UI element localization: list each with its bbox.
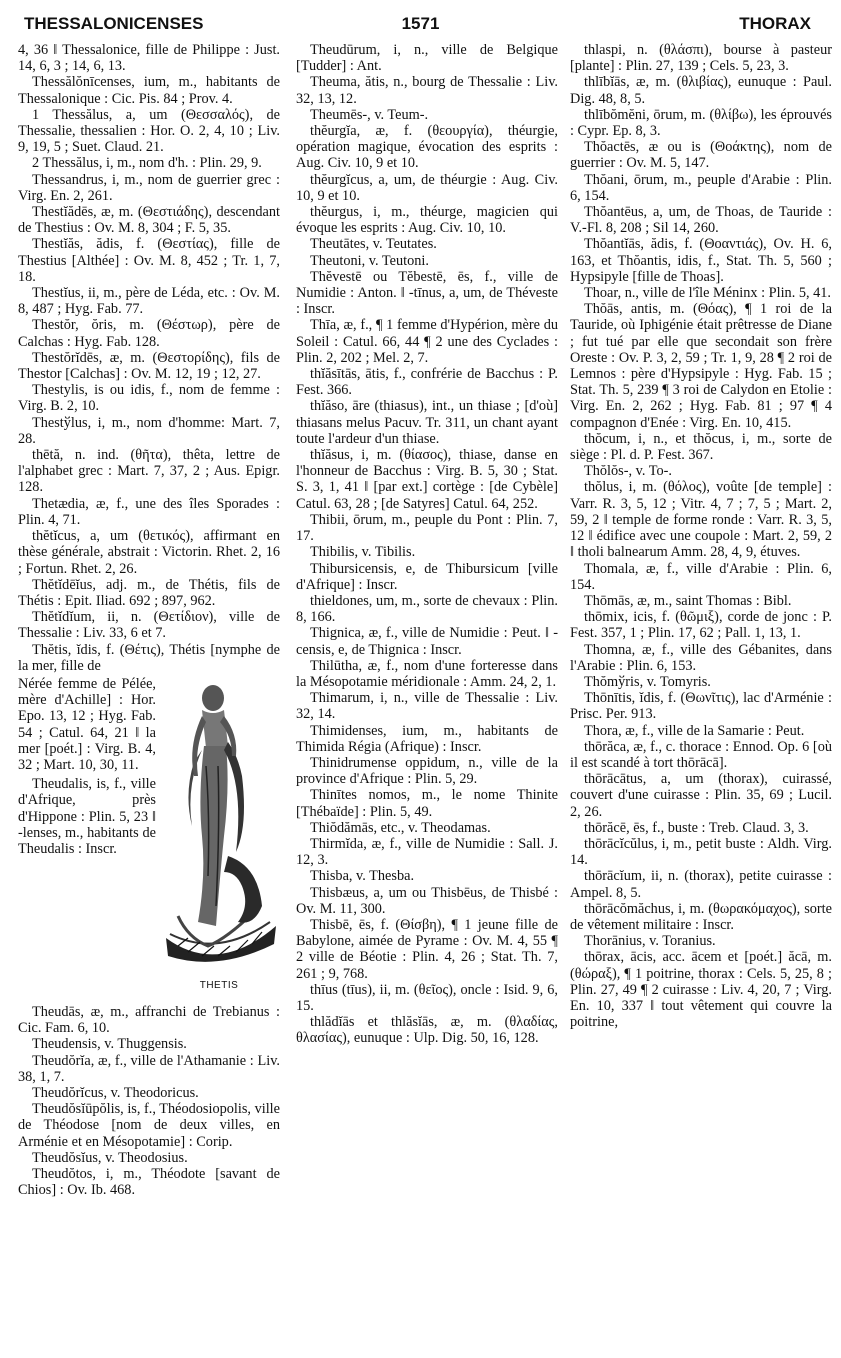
dictionary-entry: Thŏlŏs-, v. To-.: [584, 463, 672, 480]
dictionary-entry: thĭăsus, i, m. (θίασος), thiase, danse en l'honneur de Bacchus : Virg. B. 5, 30 ; Stat. S. 3, 1, 41 ‖ [par ext.] cortège : [de Cybèle] Catul. 63, 28 ; [de Satyres] Catul. 64, 252.: [296, 447, 558, 512]
dictionary-entry: Thĕtĭdēĭus, adj. m., de Thétis, fils de Thétis : Epit. Iliad. 692 ; 897, 962.: [18, 576, 280, 609]
dictionary-entry: Thomna, æ, f., ville des Gébanites, dans l'Arabie : Plin. 6, 153.: [570, 641, 832, 674]
dictionary-entry: Thestĭădēs, æ, m. (Θεστιάδης), descendant de Thestius : Ov. M. 8, 304 ; F. 5, 35.: [18, 204, 280, 237]
header-first-headword: THESSALONICENSES: [24, 14, 204, 33]
dictionary-entry: thōrācātus, a, um (thorax), cuirassé, couvert d'une cuirasse : Plin. 35, 69 ; Lucil. 2, 26.: [570, 771, 832, 820]
dictionary-entry: Thŏmўris, v. Tomyris.: [584, 673, 711, 690]
dictionary-entry: Thestŏrĭdēs, æ, m. (Θεστορίδης), fils de Thestor [Calchas] : Ov. M. 12, 19 ; 12, 27.: [18, 349, 280, 383]
dictionary-entry: Thŏantĭās, ădis, f. (Θοαντιάς), Ov. H. 6, 163, et Thŏantis, idis, f., Stat. Th. 5, 560 ; Hypsipyle [fille de Thoas].: [570, 236, 832, 285]
running-header: [18, 14, 823, 40]
dictionary-entry: Theudās, æ, m., affranchi de Trebianus : Cic. Fam. 6, 10.: [18, 1003, 280, 1037]
column-2: [296, 42, 558, 1348]
dictionary-entry: thōrăca, æ, f., c. thorace : Ennod. Op. 6 [où il est scandé à tort thōrācā].: [570, 738, 832, 771]
dictionary-entry: Thetædia, æ, f., une des îles Sporades : Plin. 4, 71.: [18, 495, 280, 528]
dictionary-entry: Thimidenses, ium, m., habitants de Thimida Régia (Afrique) : Inscr.: [296, 722, 558, 755]
dictionary-entry: thlaspi, n. (θλάσπι), bourse à pasteur [plante] : Plin. 27, 139 ; Cels. 5, 23, 3.: [570, 42, 832, 75]
dictionary-entry: Thinidrumense oppidum, n., ville de la province d'Afrique : Plin. 5, 29.: [296, 754, 558, 788]
dictionary-entry: Thorānius, v. Toranius.: [584, 933, 716, 950]
dictionary-entry: Thĕvestē ou Tĕbestē, ēs, f., ville de Numidie : Anton. ‖ -tīnus, a, um, de Théveste : Inscr.: [296, 268, 558, 318]
dictionary-entry: Thisbē, ēs, f. (Θίσβη), ¶ 1 jeune fille de Babylone, aimée de Pyrame : Ov. M. 4, 55 ¶ 2 ville de Béotie : Plin. 4, 26 ; Stat. Th. 7, 261 ; 9, 768.: [296, 916, 558, 982]
header-last-headword: THORAX: [739, 14, 811, 33]
dictionary-entry: thōmix, icis, f. (θῶμιξ), corde de jonc : P. Fest. 357, 1 ; Plin. 17, 62 ; Pall. 1, 13, 1.: [570, 609, 832, 642]
dictionary-entry: 1 Thessălus, a, um (Θεσσαλός), de Thessalie, thessalien : Hor. O. 2, 4, 10 ; Liv. 9, 19, 5 ; Suet. Claud. 21.: [18, 106, 280, 156]
dictionary-entry: Theumēs-, v. Teum-.: [310, 106, 429, 123]
dictionary-entry: thieldones, um, m., sorte de chevaux : Plin. 8, 166.: [296, 592, 558, 626]
dictionary-entry: thĭăso, āre (thiasus), int., un thiase ; [d'où] thiasans melus Pacuv. Tr. 311, un chant ayant toute l'ardeur d'un thiase.: [296, 398, 558, 447]
thetis-statue-image: [158, 676, 280, 976]
thetis-illustration: [158, 676, 280, 996]
dictionary-entry: Theudŏtos, i, m., Théodote [savant de Chios] : Ov. Ib. 468.: [18, 1165, 280, 1199]
dictionary-entry: Thora, æ, f., ville de la Samarie : Peut.: [584, 722, 805, 739]
dictionary-entry: Theudalis, is, f., ville d'Afrique, près d'Hippone : Plin. 5, 23 ‖ -lenses, m., habitants de Theudalis : Inscr.: [18, 776, 156, 857]
thetis-entry-continued: [18, 676, 156, 857]
dictionary-entry: Thestĭăs, ădis, f. (Θεστίας), fille de Thestius [Althée] : Ov. M. 8, 452 ; Tr. 1, 7, 18.: [18, 236, 280, 285]
dictionary-entry: 4, 36 ‖ Thessalonice, fille de Philippe : Just. 14, 6, 3 ; 14, 6, 13.: [18, 42, 280, 75]
dictionary-entry: Theudŏsĭus, v. Theodosius.: [32, 1149, 188, 1166]
dictionary-entry: Thōmās, æ, m., saint Thomas : Bibl.: [584, 592, 792, 609]
thetis-entry-with-figure: [18, 676, 280, 1004]
dictionary-entry: Thŏantēus, a, um, de Thoas, de Tauride : V.-Fl. 8, 208 ; Sil 14, 260.: [570, 204, 832, 237]
dictionary-entry: Thisba, v. Thesba.: [310, 868, 415, 885]
dictionary-entry: Thestylis, is ou idis, f., nom de femme : Virg. B. 2, 10.: [18, 382, 280, 415]
dictionary-entry: Thŏactēs, æ ou is (Θοάκτης), nom de guerrier : Ov. M. 5, 147.: [570, 139, 832, 172]
dictionary-entry: thĭăsītās, ātis, f., confrérie de Bacchus : P. Fest. 366.: [296, 366, 558, 399]
figure-caption: THETIS: [199, 979, 239, 991]
dictionary-entry: Thīa, æ, f., ¶ 1 femme d'Hypérion, mère du Soleil : Catul. 66, 44 ¶ 2 une des Cyclades : Plin. 2, 202 ; Mel. 2, 7.: [296, 317, 558, 366]
dictionary-entry: thōrācĭcŭlus, i, m., petit buste : Aldh. Virg. 14.: [570, 835, 832, 869]
dictionary-entry: Thilūtha, æ, f., nom d'une forteresse dans la Mésopotamie méridionale : Amm. 24, 2, 1.: [296, 657, 558, 690]
dictionary-entry: Thibursicensis, e, de Thibursicum [ville d'Afrique] : Inscr.: [296, 560, 558, 593]
dictionary-entry: Thessălŏnīcenses, ium, m., habitants de Thessalonique : Cic. Pis. 84 ; Prov. 4.: [18, 74, 280, 107]
dictionary-entry-continuation: Nérée femme de Pélée, mère d'Achille] : Hor. Epo. 13, 12 ; Hyg. Fab. 54 ; Catul. 64, 21 ‖ la mer [poét.] : Virg. B. 4, 32 ; Mart. 10, 30, 11.: [18, 675, 156, 773]
dictionary-entry: Thŏās, antis, m. (Θόας), ¶ 1 roi de la Tauride, où Iphigénie était prêtresse de Diane ; fut tué par elle que secondait son frère Oreste : Ov. P. 3, 2, 59 ; Tr. 1, 9, 28 ¶ 2 roi de Lemnos : père d'Hypsipyle : Hyg. Fab. 15 ; Stat. Th. 5, 239 ¶ 3 roi de Calydon en Etolie : Virg. En. 2, 262 ; Hyg. Fab. 81 ; 97 ¶ 4 compagnon d'Enée : Virg. En. 10, 415.: [570, 301, 832, 431]
dictionary-entry: Theutātes, v. Teutates.: [310, 236, 437, 253]
dictionary-entry: Theudensis, v. Thuggensis.: [32, 1036, 187, 1053]
dictionary-entry: Theudūrum, i, n., ville de Belgique [Tudder] : Ant.: [296, 42, 558, 75]
dictionary-entry: Theudŏsĭūpŏlis, is, f., Théodosiopolis, ville de Théodose [nom de deux villes, en Arménie et en Mésopotamie] : Corip.: [18, 1101, 280, 1150]
dictionary-entry: thĕurgĭcus, a, um, de théurgie : Aug. Civ. 10, 9 et 10.: [296, 171, 558, 204]
dictionary-entry: Thomala, æ, f., ville d'Arabie : Plin. 6, 154.: [570, 560, 832, 593]
dictionary-entry: thōrācĭum, ii, n. (thorax), petite cuirasse : Ampel. 8, 5.: [570, 868, 832, 901]
dictionary-entry: Thōnītis, ĭdis, f. (Θωνῖτις), lac d'Arménie : Prisc. Per. 913.: [570, 690, 832, 723]
dictionary-entry: thīus (tīus), ii, m. (θεῖος), oncle : Isid. 9, 6, 15.: [296, 981, 558, 1014]
dictionary-entry: Thĕtĭdĭum, ii, n. (Θετίδιον), ville de Thessalie : Liv. 33, 6 et 7.: [18, 609, 280, 642]
page-number: 1571: [401, 14, 440, 33]
dictionary-entry: Thignica, æ, f., ville de Numidie : Peut. ‖ -censis, e, de Thignica : Inscr.: [296, 625, 558, 658]
dictionary-entry: thlădĭās et thlăsĭās, æ, m. (θλαδίας, θλασίας), eunuque : Ulp. Dig. 50, 16, 128.: [296, 1014, 558, 1047]
dictionary-entry: Thestўlus, i, m., nom d'homme: Mart. 7, 28.: [18, 414, 280, 447]
dictionary-entry: Thestĭus, ii, m., père de Léda, etc. : Ov. M. 8, 487 ; Hyg. Fab. 77.: [18, 285, 280, 318]
dictionary-entry: thĕurgus, i, m., théurge, magicien qui évoque les esprits : Aug. Civ. 10, 10.: [296, 204, 558, 237]
dictionary-entry: Thŏani, ōrum, m., peuple d'Arabie : Plin. 6, 154.: [570, 171, 832, 204]
dictionary-entry: thōrăcē, ēs, f., buste : Treb. Claud. 3, 3.: [584, 819, 809, 836]
dictionary-entry: Thimarum, i, n., ville de Thessalie : Liv. 32, 14.: [296, 690, 558, 723]
dictionary-entry: thlībŏmĕni, ōrum, m. (θλίβω), les éprouvés : Cypr. Ep. 8, 3.: [570, 106, 832, 140]
column-1: [18, 42, 280, 1348]
dictionary-entry: thētă, n. ind. (θῆτα), thêta, lettre de l'alphabet grec : Mart. 7, 37, 2 ; Aus. Epigr. 128.: [18, 447, 280, 496]
dictionary-entry: thōrax, ācis, acc. ācem et [poét.] ăcā, m. (θώραξ), ¶ 1 poitrine, thorax : Cels. 5, 25, 8 ; Plin. 27, 49 ¶ 2 cuirasse : Liv. 4, 20, 7 ; Virg. En. 10, 337 ‖ tout vêtement qui couvre la poitrine,: [570, 949, 832, 1031]
dictionary-entry: Thĕtis, ĭdis, f. (Θέτις), Thétis [nymphe de la mer, fille de: [18, 641, 280, 674]
dictionary-entry: thlībĭās, æ, m. (θλιβίας), eunuque : Paul. Dig. 48, 8, 5.: [570, 74, 832, 107]
dictionary-entry: thĕtĭcus, a, um (θετικός), affirmant en thèse générale, abstrait : Victorin. Rhet. 2, 16 ; Fortun. Rhet. 2, 26.: [18, 528, 280, 577]
dictionary-entry: thĕurgĭa, æ, f. (θεουργία), théurgie, opération magique, évocation des esprits : Aug. Civ. 10, 9 et 10.: [296, 123, 558, 172]
dictionary-entry: Thirmĭda, æ, f., ville de Numidie : Sall. J. 12, 3.: [296, 835, 558, 869]
column-3: [570, 42, 832, 1348]
dictionary-entry: Theutoni, v. Teutoni.: [310, 252, 429, 269]
dictionary-entry: Thessandrus, i, m., nom de guerrier grec : Virg. En. 2, 261.: [18, 171, 280, 204]
dictionary-entry: Thestŏr, ŏris, m. (Θέστωρ), père de Calchas : Hyg. Fab. 128.: [18, 317, 280, 350]
dictionary-entry: Thisbæus, a, um ou Thisbēus, de Thisbé : Ov. M. 11, 300.: [296, 884, 558, 917]
dictionary-entry: Theudŏrĭa, æ, f., ville de l'Athamanie : Liv. 38, 1, 7.: [18, 1052, 280, 1085]
dictionary-entry: Thiŏdămās, etc., v. Theodamas.: [310, 819, 491, 836]
dictionary-entry: thŏlus, i, m. (θόλος), voûte [de temple] : Varr. R. 3, 5, 12 ; Vitr. 4, 7 ; 7, 5 ; Mart. 2, 59, 2 ‖ temple de forme ronde : Varr. R. 3, 5, 12 ‖ édifice avec une coupole : Mart. 2, 59, 2 ‖ tholi balnearum Amm. 28, 4, 9, étuves.: [570, 479, 832, 561]
dictionary-entry: thōrācŏmăchus, i, m. (θωρακόμαχος), sorte de vêtement militaire : Inscr.: [570, 900, 832, 933]
dictionary-entry: Thoar, n., ville de l'île Méninx : Plin. 5, 41.: [584, 285, 832, 302]
dictionary-entry: Thibii, ōrum, m., peuple du Pont : Plin. 7, 17.: [296, 511, 558, 545]
dictionary-entry: Theudŏrĭcus, v. Theodoricus.: [32, 1084, 199, 1101]
dictionary-entry: 2 Thessălus, i, m., nom d'h. : Plin. 29, 9.: [32, 155, 262, 172]
dictionary-entry: Thibilis, v. Tibilis.: [310, 544, 416, 561]
dictionary-entry: Theuma, ătis, n., bourg de Thessalie : Liv. 32, 13, 12.: [296, 74, 558, 107]
dictionary-entry: thŏcum, i, n., et thŏcus, i, m., sorte de siège : Pl. d. P. Fest. 367.: [570, 430, 832, 464]
dictionary-entry: Thinītes nomos, m., le nome Thinite [Thébaïde] : Plin. 5, 49.: [296, 787, 558, 820]
dictionary-columns: [18, 42, 832, 1348]
